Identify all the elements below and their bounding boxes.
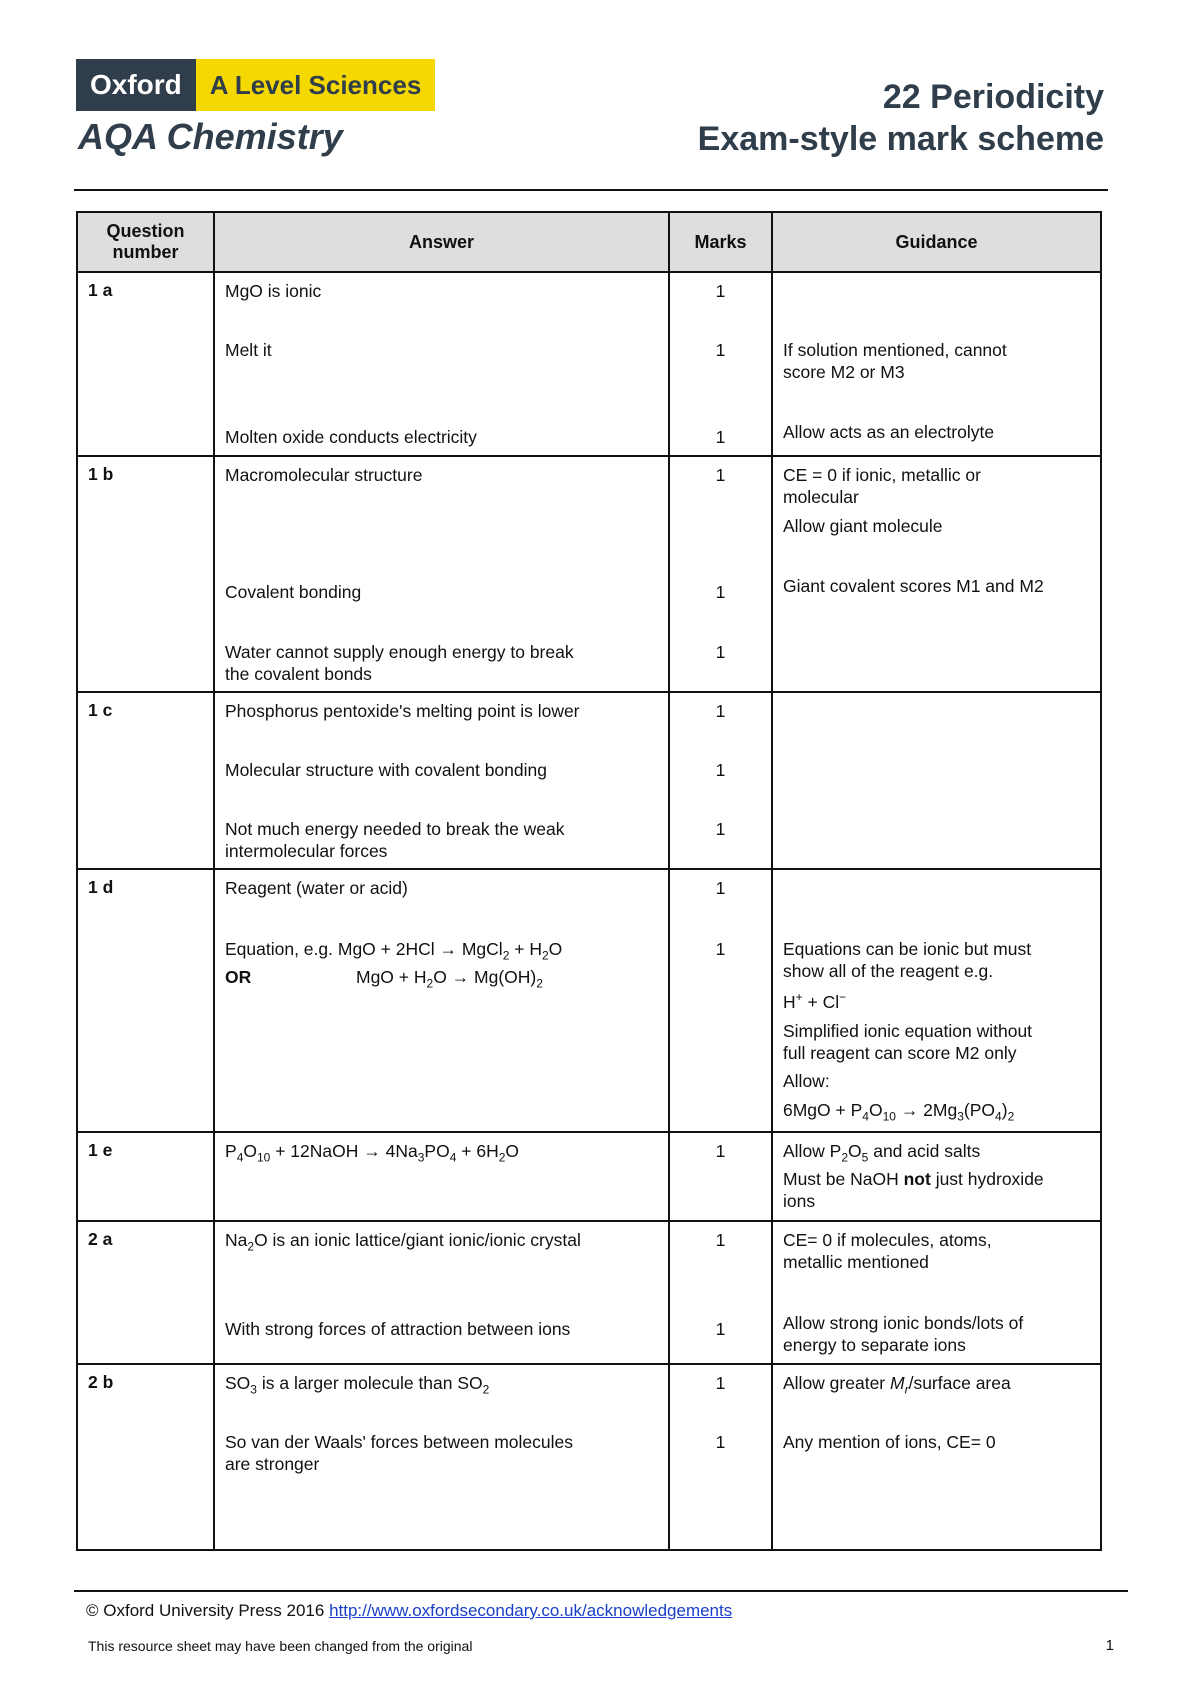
guidance-line: If solution mentioned, cannot xyxy=(783,340,1007,360)
answer-line: Water cannot supply enough energy to break xyxy=(225,642,574,662)
header-question-number: Question number xyxy=(77,212,214,272)
or-label: OR xyxy=(225,967,252,987)
table-row xyxy=(77,692,1101,869)
document-title-line2: Exam-style mark scheme xyxy=(697,120,1104,158)
guidance-line: Allow acts as an electrolyte xyxy=(783,422,995,442)
answer-line: the covalent bonds xyxy=(225,664,372,684)
page-number: 1 xyxy=(1105,1637,1114,1654)
mark-value: 1 xyxy=(715,1141,726,1161)
mark-value: 1 xyxy=(715,465,726,485)
answer-line: Phosphorus pentoxide's melting point is lower xyxy=(225,701,580,721)
mark-value: 1 xyxy=(715,427,726,447)
guidance-line: Must be NaOH not just hydroxide xyxy=(783,1169,1044,1189)
table-row xyxy=(77,1132,1101,1221)
table-row xyxy=(77,1221,1101,1364)
question-number: 1 d xyxy=(77,869,214,1132)
mark-value: 1 xyxy=(715,1230,726,1250)
guidance-line: score M2 or M3 xyxy=(783,362,905,382)
copyright-line xyxy=(86,1601,732,1621)
answer-line: So van der Waals' forces between molecules xyxy=(225,1432,574,1452)
guidance-line: Any mention of ions, CE= 0 xyxy=(783,1432,996,1452)
mark-value: 1 xyxy=(715,939,726,959)
answer-line: Not much energy needed to break the weak xyxy=(225,819,565,839)
guidance-line: CE = 0 if ionic, metallic or xyxy=(783,465,981,485)
mark-value: 1 xyxy=(715,760,726,780)
table-row xyxy=(77,272,1101,456)
guidance-line: Simplified ionic equation without xyxy=(783,1021,1033,1041)
mark-value: 1 xyxy=(715,1319,726,1339)
mark-value: 1 xyxy=(715,701,726,721)
mark-value: 1 xyxy=(715,1432,726,1452)
guidance-line: CE= 0 if molecules, atoms, xyxy=(783,1230,992,1250)
equation-line: Equation, e.g. MgO + 2HCl → MgCl$_2$ + $H_2O$ xyxy=(225,939,563,963)
guidance-line: ions xyxy=(783,1191,816,1211)
guidance-line: full reagent can score M2 only xyxy=(783,1043,1017,1063)
logo-oxford-text: Oxford xyxy=(76,59,196,111)
acknowledgements-link[interactable]: http://www.oxfordsecondary.co.uk/acknowledgements xyxy=(329,1601,733,1620)
question-number: 2 b xyxy=(77,1364,214,1550)
answer-line: Molten oxide conducts electricity xyxy=(225,427,477,447)
answer-line: Reagent (water or acid) xyxy=(225,878,408,898)
footer-rule xyxy=(74,1590,1128,1592)
answer-line: Covalent bonding xyxy=(225,582,362,602)
table-header-row xyxy=(77,212,1101,272)
mark-value: 1 xyxy=(715,878,726,898)
guidance-line: Allow $P_2O_5$ and acid salts xyxy=(783,1141,981,1165)
guidance-line: show all of the reagent e.g. xyxy=(783,961,994,981)
mark-value: 1 xyxy=(715,281,726,301)
guidance-line: energy to separate ions xyxy=(783,1335,966,1355)
answer-line: $SO_3$ is a larger molecule than $SO_2$ xyxy=(225,1373,490,1397)
copyright-text: © Oxford University Press 2016 xyxy=(86,1601,330,1620)
guidance-equation: $6MgO + P_4O_{10} \to 2Mg_3(PO_4)_2$ xyxy=(783,1100,1015,1124)
answer-line: intermolecular forces xyxy=(225,841,388,861)
mark-value: 1 xyxy=(715,582,726,602)
subject-title: AQA Chemistry xyxy=(78,116,343,157)
answer-line: Melt it xyxy=(225,340,272,360)
mark-value: 1 xyxy=(715,642,726,662)
guidance-line: Allow giant molecule xyxy=(783,516,943,536)
question-number: 2 a xyxy=(77,1221,214,1364)
header-guidance: Guidance xyxy=(772,212,1101,272)
guidance-ion-line: H+ + Cl− xyxy=(783,990,847,1012)
guidance-line: Allow strong ionic bonds/lots of xyxy=(783,1313,1024,1333)
mark-scheme-table xyxy=(76,211,1102,1551)
answer-equation: $P_4O_{10}$ + 12NaOH → $4Na_3PO_4 + 6H_2O$ xyxy=(225,1141,520,1165)
logo-alevel-text: A Level Sciences xyxy=(196,59,436,111)
answer-line: With strong forces of attraction between ions xyxy=(225,1319,571,1339)
guidance-line: Allow greater $M_r$/surface area xyxy=(783,1373,1011,1397)
answer-line: are stronger xyxy=(225,1454,320,1474)
answer-line: Macromolecular structure xyxy=(225,465,423,485)
table-row xyxy=(77,456,1101,692)
question-number: 1 e xyxy=(77,1132,214,1221)
question-number: 1 c xyxy=(77,692,214,869)
answer-line: Molecular structure with covalent bonding xyxy=(225,760,547,780)
answer-line: $Na_2O$ is an ionic lattice/giant ionic/ionic crystal xyxy=(225,1230,581,1254)
header-rule xyxy=(74,189,1108,191)
guidance-line: Allow: xyxy=(783,1071,830,1091)
guidance-line: metallic mentioned xyxy=(783,1252,929,1272)
question-number: 1 b xyxy=(77,456,214,692)
header-answer: Answer xyxy=(214,212,669,272)
header-marks: Marks xyxy=(669,212,772,272)
answer-line: MgO is ionic xyxy=(225,281,322,301)
document-title-line1: 22 Periodicity xyxy=(882,78,1104,116)
oxford-logo xyxy=(76,59,435,111)
document-title xyxy=(698,76,1104,160)
mark-value: 1 xyxy=(715,340,726,360)
mark-value: 1 xyxy=(715,819,726,839)
guidance-line: Giant covalent scores M1 and M2 xyxy=(783,576,1044,596)
question-number: 1 a xyxy=(77,272,214,456)
table-row xyxy=(77,869,1101,1132)
table-row xyxy=(77,1364,1101,1550)
equation-line-alt: OR MgO + $H_2O \to Mg(OH)_2$ xyxy=(225,967,543,991)
guidance-line: molecular xyxy=(783,487,859,507)
mark-value: 1 xyxy=(715,1373,726,1393)
guidance-line: Equations can be ionic but must xyxy=(783,939,1032,959)
resource-notice: This resource sheet may have been changed from the original xyxy=(88,1638,473,1654)
